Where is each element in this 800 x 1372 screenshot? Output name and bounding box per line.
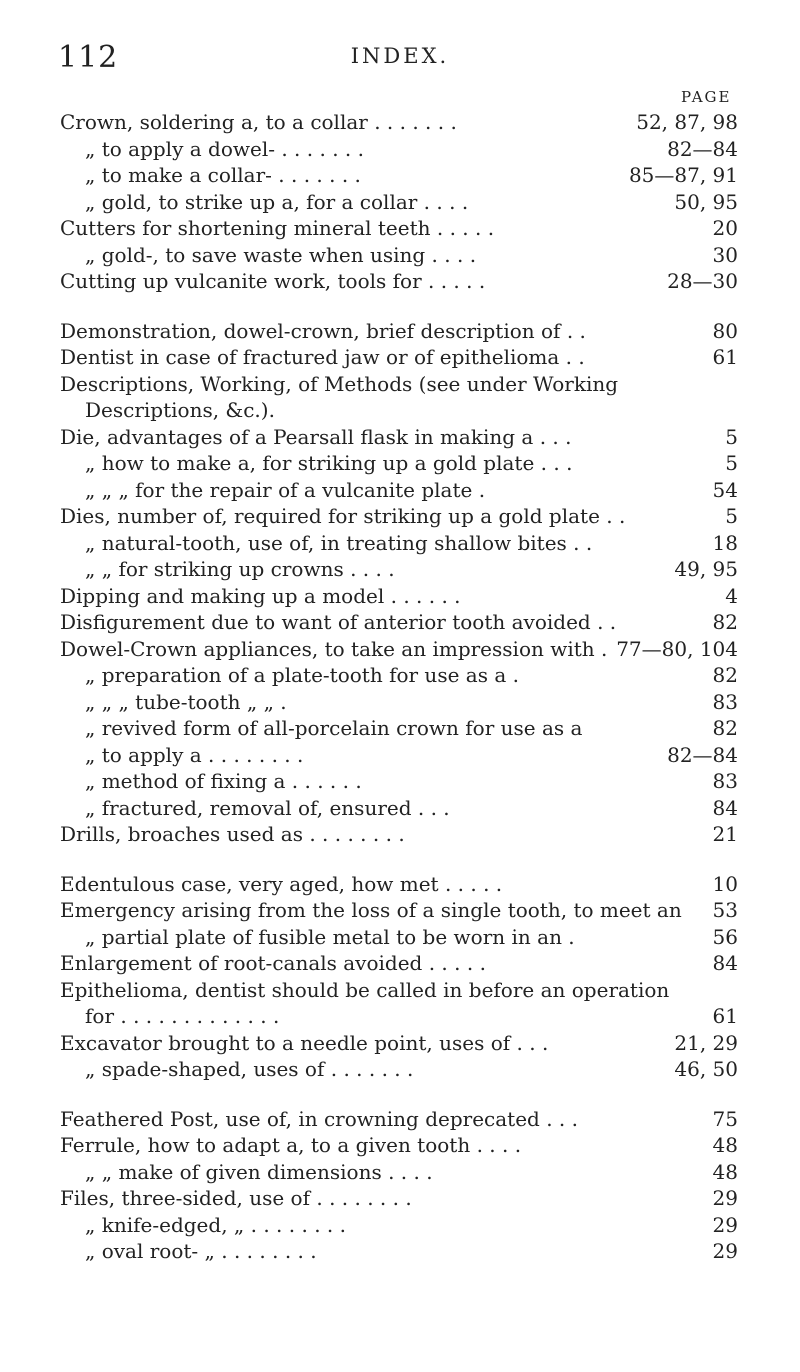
entry-page: 82 (712, 610, 738, 634)
entry-page: 21, 29 (674, 1030, 738, 1055)
entry-page: 29 (712, 1212, 738, 1237)
index-entry (0, 1212, 800, 1239)
entry-text: „ „ „ for the repair of a vulcanite plate . (85, 477, 486, 502)
entry-text: „ partial plate of fusible metal to be worn in an . (85, 924, 575, 949)
index-entry (0, 742, 800, 769)
entry-page: 5 (725, 451, 738, 475)
entry-text: „ knife-edged, „ . . . . . . . . (85, 1212, 346, 1237)
entry-text: Dentist in case of fractured jaw or of epithelioma . . (60, 345, 585, 369)
entry-text: Dowel-Crown appliances, to take an impression with . (60, 636, 608, 661)
entry-text: „ „ make of given dimensions . . . . (85, 1159, 433, 1184)
entry-text: Enlargement of root-canals avoided . . . . . (60, 951, 486, 975)
entry-page: 85—87, 91 (628, 163, 738, 187)
index-entry (0, 1238, 800, 1265)
entry-text: „ revived form of all-porcelain crown for use as a (85, 716, 583, 740)
entry-text: „ „ „ tube-tooth „ „ . (85, 689, 287, 714)
index-entry (0, 583, 800, 610)
entry-text: Cutting up vulcanite work, tools for . . . . . (60, 269, 486, 293)
entry-text: „ gold-, to save waste when using . . . . (85, 242, 477, 267)
index-entry (0, 609, 800, 636)
entry-text: Edentulous case, very aged, how met . . . . . (60, 871, 503, 896)
index-entry (0, 689, 800, 716)
entry-page: 50, 95 (674, 189, 738, 214)
entry-page: 30 (712, 242, 738, 267)
entry-page: 56 (712, 924, 738, 949)
entry-page: 82 (712, 663, 738, 687)
entry-text: Die, advantages of a Pearsall flask in making a . . . (60, 424, 572, 449)
entry-text: „ method of fixing a . . . . . . (85, 769, 362, 793)
entry-page: 10 (712, 871, 738, 896)
index-entry (0, 768, 800, 795)
running-title: INDEX. (350, 44, 450, 68)
index-entry (0, 318, 800, 345)
entry-text: „ oval root- „ . . . . . . . . (85, 1239, 317, 1263)
entry-page: 5 (725, 504, 738, 528)
index-entry (0, 450, 800, 477)
entry-page: 46, 50 (674, 1057, 738, 1081)
entry-text: Descriptions, &c.). (85, 398, 275, 422)
entry-page: 80 (712, 318, 738, 343)
index-entry (0, 636, 800, 663)
entry-page: 49, 95 (674, 557, 738, 581)
index-entry (0, 662, 800, 689)
entry-text: „ gold, to strike up a, for a collar . . . . (85, 189, 469, 214)
entry-page: 54 (712, 477, 738, 502)
index-list (0, 109, 800, 1265)
entry-text: Files, three-sided, use of . . . . . . . . (60, 1186, 412, 1210)
entry-text: Disfigurement due to want of anterior tooth avoided . . (60, 610, 617, 634)
index-entry (0, 1132, 800, 1159)
entry-page: 29 (712, 1239, 738, 1263)
page-number: 112 (58, 40, 119, 75)
index-entry (0, 344, 800, 371)
index-entry (0, 162, 800, 189)
index-entry (0, 424, 800, 451)
entry-page: 82—84 (667, 742, 738, 767)
index-entry (0, 821, 800, 848)
index-entry (0, 530, 800, 557)
index-entry (0, 1056, 800, 1083)
entry-page: 48 (712, 1133, 738, 1157)
entry-page: 84 (712, 795, 738, 820)
entry-text: „ spade-shaped, uses of . . . . . . . (85, 1057, 414, 1081)
index-entry (0, 1106, 800, 1133)
index-entry (0, 715, 800, 742)
entry-page: 75 (712, 1106, 738, 1131)
entry-page: 61 (712, 345, 738, 369)
entry-page: 48 (712, 1159, 738, 1184)
entry-page: 61 (712, 1004, 738, 1028)
index-entry (0, 871, 800, 898)
index-entry (0, 215, 800, 242)
section-gap (0, 295, 800, 318)
entry-page: 82—84 (667, 136, 738, 161)
entry-text: Epithelioma, dentist should be called in before an operation (60, 977, 670, 1002)
entry-text: „ to apply a dowel- . . . . . . . (85, 136, 364, 161)
index-entry (0, 189, 800, 216)
index-entry (0, 397, 800, 424)
entry-page: 4 (725, 583, 738, 608)
section-gap (0, 848, 800, 871)
index-entry (0, 795, 800, 822)
entry-page: 84 (712, 951, 738, 975)
entry-page: 53 (712, 898, 738, 922)
page-column-heading: PAGE (681, 88, 732, 106)
entry-text: „ to make a collar- . . . . . . . (85, 163, 361, 187)
entry-page: 29 (712, 1186, 738, 1210)
entry-page: 52, 87, 98 (636, 110, 738, 134)
entry-text: „ to apply a . . . . . . . . (85, 742, 304, 767)
index-entry (0, 371, 800, 398)
entry-page: 5 (725, 424, 738, 449)
entry-text: Drills, broaches used as . . . . . . . . (60, 822, 405, 846)
index-entry (0, 136, 800, 163)
entry-text: Demonstration, dowel-crown, brief description of . . (60, 318, 586, 343)
index-entry (0, 950, 800, 977)
index-entry (0, 1159, 800, 1186)
index-entry (0, 109, 800, 136)
index-entry (0, 268, 800, 295)
entry-text: Dies, number of, required for striking up a gold plate . . (60, 504, 626, 528)
entry-text: Cutters for shortening mineral teeth . . . . . (60, 216, 495, 240)
entry-page: 83 (712, 769, 738, 793)
entry-page: 77—80, 104 (616, 636, 738, 661)
index-entry (0, 924, 800, 951)
entry-text: „ how to make a, for striking up a gold plate . . . (85, 451, 573, 475)
entry-text: Excavator brought to a needle point, uses of . . . (60, 1030, 549, 1055)
index-entry (0, 1030, 800, 1057)
section-gap (0, 1083, 800, 1106)
index-entry (0, 477, 800, 504)
index-entry (0, 897, 800, 924)
entry-text: „ natural-tooth, use of, in treating shallow bites . . (85, 530, 593, 555)
index-entry (0, 1003, 800, 1030)
entry-page: 28—30 (667, 269, 738, 293)
entry-text: Feathered Post, use of, in crowning deprecated . . . (60, 1106, 578, 1131)
entry-text: Emergency arising from the loss of a single tooth, to meet an (60, 898, 682, 922)
index-entry (0, 242, 800, 269)
entry-page: 21 (712, 822, 738, 846)
index-entry (0, 556, 800, 583)
entry-text: Dipping and making up a model . . . . . . (60, 583, 461, 608)
entry-text: Descriptions, Working, of Methods (see under Working (60, 371, 619, 396)
entry-page: 83 (712, 689, 738, 714)
index-entry (0, 503, 800, 530)
entry-text: for . . . . . . . . . . . . . (85, 1004, 280, 1028)
entry-text: „ preparation of a plate-tooth for use as a . (85, 663, 519, 687)
entry-page: 20 (712, 216, 738, 240)
entry-page: 82 (712, 716, 738, 740)
entry-text: Ferrule, how to adapt a, to a given tooth . . . . (60, 1133, 522, 1157)
index-entry (0, 977, 800, 1004)
entry-text: Crown, soldering a, to a collar . . . . . . . (60, 110, 457, 134)
entry-text: „ fractured, removal of, ensured . . . (85, 795, 450, 820)
entry-text: „ „ for striking up crowns . . . . (85, 557, 395, 581)
index-entry (0, 1185, 800, 1212)
entry-page: 18 (712, 530, 738, 555)
